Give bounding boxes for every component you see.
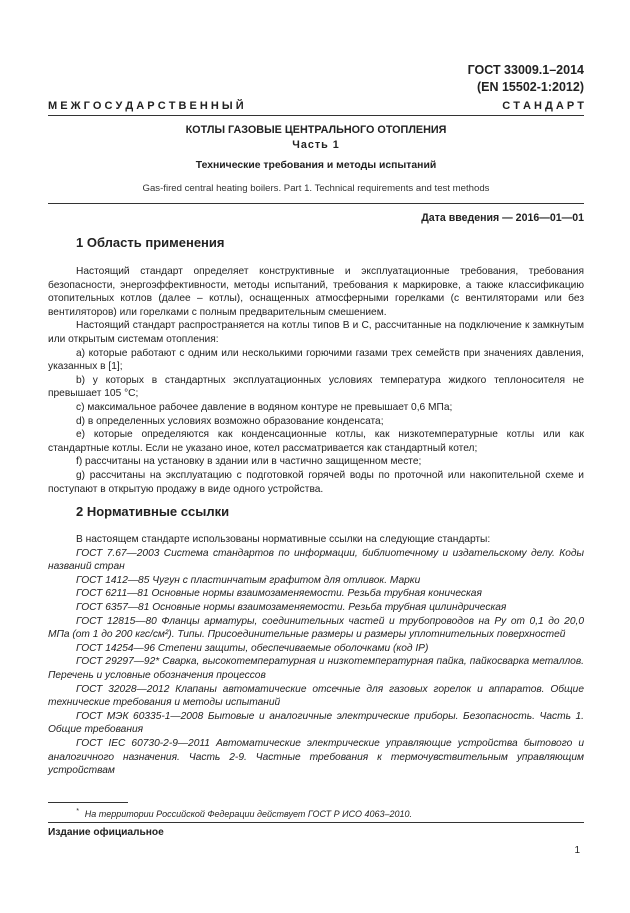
footnote-rule [48,802,128,803]
section1-heading: 1 Область применения [76,235,225,250]
title-rule [48,203,584,204]
gost-number: ГОСТ 33009.1–2014 [467,63,584,77]
normative-reference: ГОСТ МЭК 60335-1—2008 Бытовые и аналогичные электрические приборы. Безопасность. Часть 1. Общие требования [48,710,584,736]
normative-reference: ГОСТ 1412—85 Чугун с пластинчатым графитом для отливок. Марки [76,574,421,586]
normative-reference: ГОСТ 29297—92* Сварка, высокотемпературная и низкотемпературная пайка, пайкосварка металлов. Перечень и условные обозначения процессов [48,656,584,681]
normative-reference: ГОСТ 6357—81 Основные нормы взаимозаменяемости. Резьба трубная цилиндрическая [76,601,507,613]
section2-heading: 2 Нормативные ссылки [76,504,230,519]
section1-item-c: c) максимальное рабочее давление в водяном контуре не превышает 0,6 МПа; [76,401,453,413]
footer-rule [48,822,584,823]
document-title: КОТЛЫ ГАЗОВЫЕ ЦЕНТРАЛЬНОГО ОТОПЛЕНИЯ [185,124,447,136]
section1-item-b: b) у которых в стандартных эксплуатационных условиях температура жидкого теплоносителя не превышает 105 °C; [48,374,584,400]
normative-reference: ГОСТ IEC 60730-2-9—2011 Автоматические электрические управляющие устройства бытового и аналогичного назначения. Часть 2-9. Частные требования к термочувствительным управляющим устройствам [48,737,584,777]
normative-reference: ГОСТ 6211—81 Основные нормы взаимозаменяемости. Резьба трубная коническая [76,588,482,600]
section1-body [48,265,584,496]
official-edition-label: Издание официальное [48,827,164,838]
section1-item-f: f) рассчитаны на установку в здании или в частично защищенном месте; [76,456,422,468]
banner-word-standard: С Т А Н Д А Р Т [502,100,584,112]
section1-paragraph: Настоящий стандарт распространяется на котлы типов В и С, рассчитанные на подключение к замкнутым или открытым системам отопления: [48,320,584,345]
section1-paragraph: Настоящий стандарт определяет конструктивные и эксплуатационные требования, требования безопасности, энергоэффективности, методы испытаний, требования к маркировке, а также классификацию отопительных котлов (далее – котлы), оснащенных атмосферными горелками (с вентиляторами или без вентиляторов) или горелками с полным предварительным смешением. [48,266,584,318]
en-number: (EN 15502-1:2012) [476,80,584,94]
page-number: 1 [574,845,580,856]
section1-item-g: g) рассчитаны на эксплуатацию с подготовкой горячей воды по проточной или накопительной схеме и поступают в открытую продажу в виде одного устройства. [48,469,584,495]
section1-item-d: d) в определенных условиях возможно образование конденсата; [76,415,384,427]
document-subtitle: Технические требования и методы испытаний [195,160,437,171]
gost-designation [468,62,584,96]
normative-reference: ГОСТ 32028—2012 Клапаны автоматические отсечные для газовых горелок и аппаратов. Общие технические требования и методы испытаний [48,683,584,709]
normative-reference: ГОСТ 12815—80 Фланцы арматуры, соединительных частей и трубопроводов на Ру от 0,1 до 20,0 МПа (от 1 до 200 кгс/см²). Типы. Присоединительные размеры и размеры уплотнительных поверхностей [48,615,584,641]
footnote-text: На территории Российской Федерации действует ГОСТ Р ИСО 4063–2010. [84,809,413,819]
footnote-mark: * [76,808,79,815]
normative-reference: ГОСТ 14254—96 Степени защиты, обеспечиваемые оболочками (код IP) [76,642,429,654]
section2-body [48,533,584,778]
section2-intro: В настоящем стандарте использованы нормативные ссылки на следующие стандарты: [76,534,491,545]
interstate-standard-banner [48,100,584,114]
english-title: Gas-fired central heating boilers. Part 1. Technical requirements and test methods [142,183,490,194]
banner-rule [48,115,584,116]
footnote [76,805,412,822]
introduction-date: Дата введения — 2016—01—01 [421,212,584,224]
document-part: Часть 1 [292,139,340,151]
normative-reference: ГОСТ 7.67—2003 Система стандартов по информации, библиотечному и издательскому делу. Коды названий стран [48,547,584,573]
banner-word-interstate: М Е Ж Г О С У Д А Р С Т В Е Н Н Ы Й [48,100,244,112]
section1-item-a: a) которые работают с одним или несколькими горючими газами трех семейств при значениях давления, указанных в [1]; [48,347,584,373]
section1-item-e: e) которые определяются как конденсационные котлы, как низкотемпературные котлы или как стандартные котлы. Если не указано иное, котел рассматривается как стандартный котел; [48,429,584,454]
